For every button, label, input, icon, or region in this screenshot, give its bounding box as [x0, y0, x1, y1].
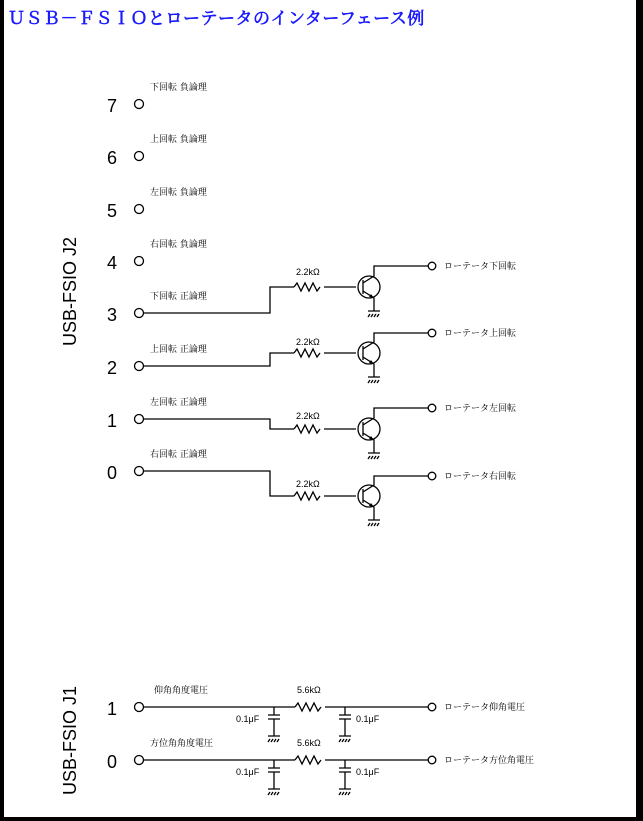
resistor-icon	[295, 703, 321, 711]
resistor-value: 2.2kΩ	[296, 479, 320, 489]
pin-label: 右回転 正論理	[150, 450, 207, 460]
driver-channel-up	[144, 327, 516, 383]
pin-label: 上回転 正論理	[150, 345, 207, 355]
pin-number: 7	[107, 96, 118, 116]
pin-label: 仰角角度電圧	[154, 686, 209, 696]
pin-number: 1	[107, 699, 118, 719]
pin-label: 下回転 負論理	[150, 83, 207, 93]
capacitor-value-right: 0.1μF	[356, 714, 380, 724]
j1-pin-0	[107, 737, 534, 795]
pin-terminal-icon	[135, 257, 144, 266]
wire	[144, 419, 294, 429]
npn-transistor-icon	[358, 476, 428, 526]
capacitor-icon	[268, 707, 280, 742]
pin-terminal-icon	[135, 309, 144, 318]
resistor-icon	[294, 492, 320, 500]
j2-pin-0	[107, 448, 207, 483]
pin-label: 上回転 負論理	[150, 135, 207, 145]
pin-number: 0	[107, 463, 118, 483]
pin-label: 方位角角度電圧	[150, 739, 214, 749]
output-terminal-icon	[428, 262, 436, 270]
j2-pin-1	[107, 396, 207, 431]
resistor-value: 2.2kΩ	[296, 337, 320, 347]
j2-pin-5	[107, 186, 207, 221]
pin-terminal-icon	[135, 152, 144, 161]
schematic	[4, 0, 636, 817]
j2-connector-label: USB-FSIO J2	[60, 236, 80, 346]
output-label: ローテータ左回転	[444, 404, 517, 414]
resistor-value: 2.2kΩ	[296, 267, 320, 277]
output-label: ローテータ方位角電圧	[444, 756, 535, 766]
npn-transistor-icon	[358, 408, 428, 459]
pin-terminal-icon	[135, 756, 144, 765]
resistor-value: 2.2kΩ	[296, 411, 320, 421]
resistor-icon	[294, 349, 320, 357]
diagram-canvas	[4, 0, 636, 817]
pin-number: 5	[107, 201, 118, 221]
capacitor-value-right: 0.1μF	[356, 767, 380, 777]
pin-number: 3	[107, 305, 118, 325]
pin-terminal-icon	[135, 362, 144, 371]
pin-number: 1	[107, 411, 118, 431]
output-label: ローテータ上回転	[444, 329, 517, 339]
capacitor-icon	[268, 760, 280, 795]
ground-icon	[368, 453, 380, 459]
output-terminal-icon	[428, 472, 436, 480]
j2-pin-7	[107, 81, 207, 116]
pin-terminal-icon	[135, 415, 144, 424]
ground-icon	[368, 377, 380, 383]
pin-terminal-icon	[135, 703, 144, 712]
pin-number: 6	[107, 148, 118, 168]
driver-channel-down	[144, 260, 516, 317]
output-terminal-icon	[428, 703, 436, 711]
ground-icon	[368, 520, 380, 526]
pin-label: 右回転 負論理	[150, 240, 207, 250]
j2-pin-4	[107, 238, 207, 273]
resistor-icon	[294, 283, 320, 291]
pin-terminal-icon	[135, 205, 144, 214]
pin-label: 左回転 正論理	[150, 398, 207, 408]
capacitor-icon	[339, 707, 351, 742]
pin-label: 左回転 負論理	[150, 188, 207, 198]
output-label: ローテータ右回転	[444, 472, 517, 482]
page-title: ＵＳＢ－ＦＳＩＯとローテータのインターフェース例	[8, 9, 425, 29]
j2-pin-6	[107, 133, 207, 168]
wire	[144, 471, 294, 496]
j1-pin-1	[107, 684, 525, 742]
capacitor-value-left: 0.1μF	[236, 767, 260, 777]
npn-transistor-icon	[358, 333, 428, 383]
pin-number: 0	[107, 752, 118, 772]
pin-terminal-icon	[135, 467, 144, 476]
output-label: ローテータ下回転	[444, 262, 517, 272]
j1-connector-label: USB-FSIO J1	[60, 685, 80, 795]
resistor-value: 5.6kΩ	[297, 685, 321, 695]
output-label: ローテータ仰角電圧	[444, 703, 526, 713]
ground-icon	[368, 311, 380, 317]
j2-pin-3	[107, 290, 207, 325]
pin-terminal-icon	[135, 100, 144, 109]
capacitor-value-left: 0.1μF	[236, 714, 260, 724]
output-terminal-icon	[428, 329, 436, 337]
driver-channel-right	[144, 470, 516, 526]
npn-transistor-icon	[358, 266, 428, 317]
j2-pin-2	[107, 343, 207, 378]
resistor-icon	[294, 425, 320, 433]
pin-number: 4	[107, 253, 118, 273]
output-terminal-icon	[428, 756, 436, 764]
output-terminal-icon	[428, 404, 436, 412]
capacitor-icon	[339, 760, 351, 795]
resistor-icon	[295, 756, 321, 764]
pin-number: 2	[107, 358, 118, 378]
pin-label: 下回転 正論理	[150, 292, 207, 302]
resistor-value: 5.6kΩ	[297, 738, 321, 748]
